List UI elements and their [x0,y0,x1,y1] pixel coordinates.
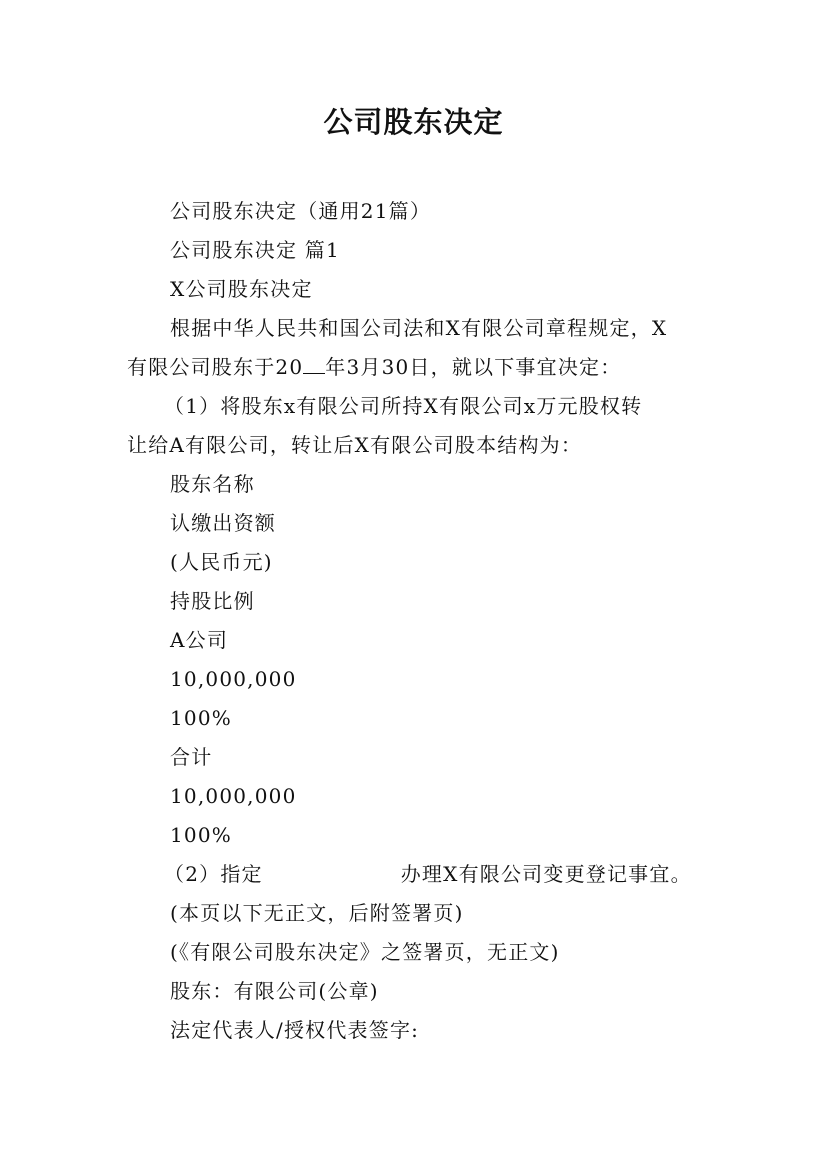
paragraph-text: 有限公司股东于20 [127,355,304,379]
item-text: （2）指定 [164,862,263,886]
row-ratio: 100% [170,706,232,730]
item-text: 办理X有限公司变更登记事宜。 [400,862,692,886]
table-header-name: 股东名称 [170,472,255,496]
row-name: A公司 [170,628,229,652]
paragraph-line: 根据中华人民共和国公司法和X有限公司章程规定，X [170,316,668,340]
total-ratio: 100% [170,823,232,847]
note-line: (本页以下无正文，后附签署页) [170,901,464,925]
subtitle: 公司股东决定（通用21篇） [170,199,432,223]
total-capital: 10,000,000 [170,784,297,808]
section-heading: 公司股东决定 篇1 [170,238,340,262]
item-line: （1）将股东x有限公司所持X有限公司x万元股权转 [164,394,643,418]
row-capital: 10,000,000 [170,667,297,691]
paragraph-text: 年3月30日，就以下事宜决定： [325,355,622,379]
doc-name: X公司股东决定 [170,277,313,301]
table-header-ratio: 持股比例 [170,589,255,613]
table-header-unit: (人民币元) [170,550,273,574]
shareholder-line: 股东：有限公司(公章) [170,979,379,1003]
table-header-capital: 认缴出资额 [170,511,276,535]
document-title: 公司股东决定 [323,105,504,139]
date-blank [303,355,325,374]
paragraph-line [127,348,717,387]
item-line [127,855,717,894]
legal-rep-line: 法定代表人/授权代表签字: [170,1018,420,1042]
signature-page-note: (《有限公司股东决定》之签署页，无正文) [170,940,560,964]
item-line: 让给A有限公司，转让后X有限公司股本结构为： [127,433,583,457]
document-body [127,192,717,1050]
total-label: 合计 [170,745,213,769]
